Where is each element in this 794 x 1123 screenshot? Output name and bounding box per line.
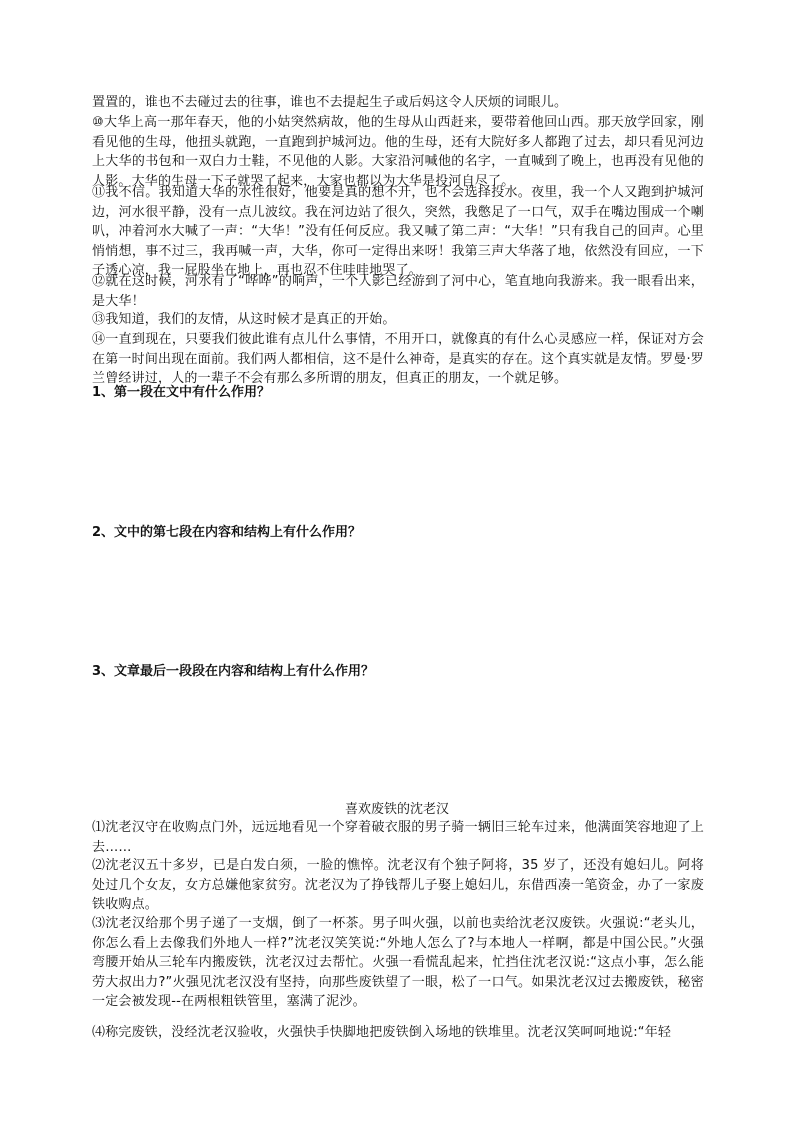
question-2: 2、文中的第七段在内容和结构上有什么作用？ [92,525,362,540]
question-3: 3、文章最后一段段在内容和结构上有什么作用？ [92,664,375,679]
paragraph-11: ⑪我不信。我知道大华的水性很好，他要是真的想不开，也不会选择投水。夜里，我一个人又跑到护城河边，河水很平静，没有一点儿波纹。我在河边站了很久，突然，我憋足了一口气，双手在嘴边围成一个喇叭，冲着河水大喊了一声：“大华！”没有任何反应。我又喊了第二声：“大华！”只有我自己的回声。心里悄悄想，事不过三，我再喊一声，大华，你可一定得出来呀！我第三声大华落了地，依然没有回应，一下子透心凉，我一屁股坐在地上，再也忍不住哇哇地哭了。 [92,185,704,278]
paragraph-14: ⑭一直到现在，只要我们彼此谁有点儿什么事情，不用开口，就像真的有什么心灵感应一样，保证对方会在第一时间出现在面前。我们两人都相信，这不是什么神奇，是真实的存在。这个真实就是友情。罗曼·罗兰曾经讲过，人的一辈子不会有那么多所谓的朋友，但真正的朋友，一个就足够。 [92,332,704,386]
story-paragraph-2: ⑵沈老汉五十多岁，已是白发白须，一脸的憔悴。沈老汉有个独子阿将，35 岁了，还没有媳妇儿。阿将处过几个女友，女方总嫌他家贫穷。沈老汉为了挣钱帮儿子娶上媳妇儿，东借西凑一笔资金，办了一家废铁收购点。 [92,858,704,912]
story-title: 喜欢废铁的沈老汉 [344,802,449,817]
story-paragraph-4: ⑷称完废铁，没经沈老汉验收，火强快手快脚地把废铁倒入场地的铁堆里。沈老汉笑呵呵地说:“年轻 [92,1025,672,1040]
paragraph-13: ⑬我知道，我们的友情，从这时候才是真正的开始。 [92,312,396,327]
story-paragraph-1: ⑴沈老汉守在收购点门外，远远地看见一个穿着破衣服的男子骑一辆旧三轮车过来，他满面笑容地迎了上去…… [92,820,704,855]
paragraph-12: ⑫就在这时候，河水有了“哗哗”的响声，一个人影已经游到了河中心，笔直地向我游来。我一眼看出来，是大华！ [92,274,704,309]
paragraph-9-tail: 置置的，谁也不去碰过去的往事，谁也不去提起生子或后妈这令人厌烦的词眼儿。 [92,95,568,110]
paragraph-10: ⑩大华上高一那年春天，他的小姑突然病故，他的生母从山西赶来，要带着他回山西。那天放学回家，刚看见他的生母，他扭头就跑，一直跑到护城河边。他的生母，还有大院好多人都跑了过去，却只看见河边上大华的书包和一双白力士鞋，不见他的人影。大家沿河喊他的名字，一直喊到了晚上，也再没有见他的人影。大华的生母一下子就哭了起来，大家也都以为大华是投河自尽了。 [92,115,704,189]
question-1: 1、第一段在文中有什么作用？ [92,385,271,400]
story-paragraph-3: ⑶沈老汉给那个男子递了一支烟，倒了一杯茶。男子叫火强，以前也卖给沈老汉废铁。火强说:“老头儿，你怎么看上去像我们外地人一样?”沈老汉笑笑说:“外地人怎么了?与本地人一样啊，都是中国公民。”火强弯腰开始从三轮车内搬废铁，沈老汉过去帮忙。火强一看慌乱起来，忙挡住沈老汉说:“这点小事，怎么能劳大叔出力?”火强见沈老汉没有坚持，向那些废铁望了一眼，松了一口气。如果沈老汉过去搬废铁，秘密一定会被发现--在两根粗铁管里，塞满了泥沙。 [92,916,704,1009]
